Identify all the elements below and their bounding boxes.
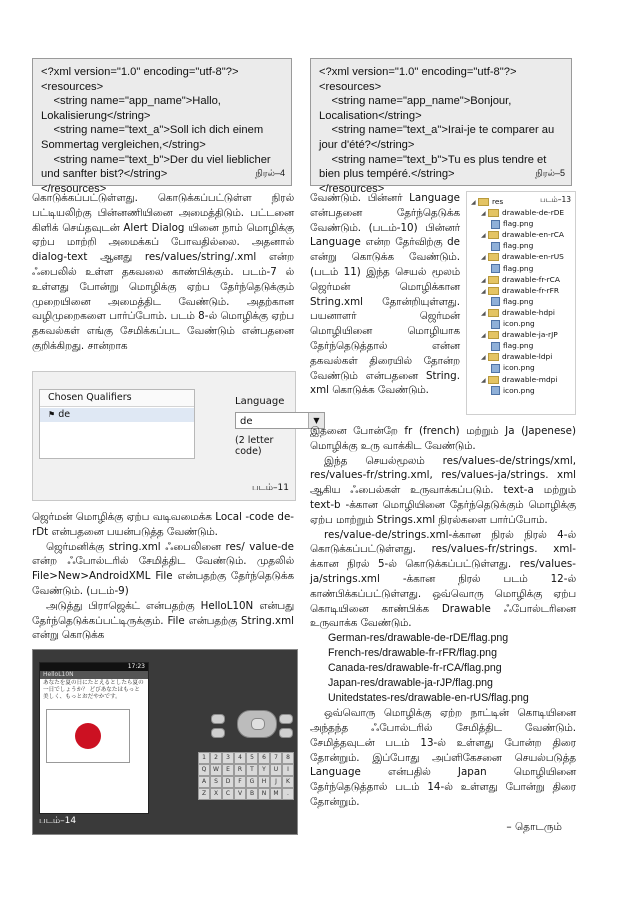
tree-item-label: icon.png [503,319,535,329]
tree-item-label: drawable-fr-rCA [502,274,560,284]
tree-folder-item[interactable] [467,351,575,362]
dpad-center[interactable] [251,718,265,730]
tree-folder-item[interactable] [467,207,575,218]
keyboard-key[interactable]: 7 [270,752,282,764]
emulator-button[interactable] [279,714,293,724]
body-text: இந்த செயல்மூலம் res/values-de/strings/xml, res/values-fr/string.xml, res/values-ja/strings. xml ஆகிய ஃபைல்கள் உருவாக்கப்படும். text-a மற்றும் text-b -க்கான மொழியினை தேர்ந்தெடுக்கும் மொழிக்கு ஏற்ப மாற்றும் Strings.xml நிரல்களை பார்ப்போம். [310,454,576,526]
folder-icon [488,209,499,217]
keyboard-key[interactable]: B [246,788,258,800]
body-text: ஜெர்மனிக்கு string.xml ஃபைலினை res/ value-de என்ற ஃபோல்டரில் சேமித்திட வேண்டும். முதலில் File>New>AndroidXML File என்பதற்கு தேர்ந்தெடுக்க வேண்டும். (படம்-9) [32,540,294,597]
expand-arrow-icon[interactable]: ◢ [471,199,476,206]
tree-folder-item[interactable] [467,251,575,262]
keyboard-key[interactable]: 8 [282,752,294,764]
emulator-screen [39,662,149,814]
list-item: German-res/drawable-de-rDE/flag.png [328,632,509,645]
keyboard-key[interactable]: R [234,764,246,776]
folder-icon [488,231,499,239]
keyboard-key[interactable]: K [282,776,294,788]
list-item: Canada-res/drawable-fr-rCA/flag.png [328,662,502,675]
code-line: <string name="text_b">Der du viel lieblicher und sanfter bist?</string> [41,153,274,181]
keyboard-key[interactable]: 5 [246,752,258,764]
tree-folder-item[interactable] [467,329,575,340]
code-caption: நிரல்–4 [255,168,285,179]
image-file-icon [491,242,500,251]
keyboard-key[interactable]: Y [258,764,270,776]
japanese-text: あなたを夏の日にたとえるとしたら夏の一日でしょうか？ どびあなたはもっと美しく、もっとおだやかです。 [43,680,144,701]
drawable-list [310,631,576,706]
keyboard-key[interactable]: H [258,776,270,788]
folder-icon [488,309,499,317]
keyboard-key[interactable]: C [222,788,234,800]
image-file-icon [491,342,500,351]
keyboard-key[interactable]: I [282,764,294,776]
tree-file-item[interactable] [467,263,575,274]
image-file-icon [491,264,500,273]
figure-14-emulator [32,649,298,835]
expand-arrow-icon[interactable]: ◢ [481,287,486,295]
image-file-icon [491,364,500,373]
folder-icon [488,253,499,261]
emulator-button[interactable] [211,728,225,738]
left-paragraph-1 [32,191,294,354]
tree-file-item[interactable] [467,240,575,251]
expand-arrow-icon[interactable]: ◢ [481,210,486,218]
japan-flag-image [46,709,130,763]
body-text: அடுத்து பிராஜெக்ட் என்பதற்கு HelloL10N என்பது தேர்ந்தெடுக்கப்பட்டிருக்கும். File என்பதற்கு String.xml என்று கொடுக்க [32,599,294,642]
figure-caption: படம்–11 [251,483,289,493]
tree-item-label: flag.png [503,263,534,273]
keyboard-key[interactable]: Q [198,764,210,776]
folder-icon [488,331,499,339]
tree-folder-item[interactable] [467,229,575,240]
list-item: Unitedstates-res/drawable-en-rUS/flag.png [328,692,529,705]
expand-arrow-icon[interactable]: ◢ [481,276,486,284]
list-item: French-res/drawable-fr-rFR/flag.png [328,647,497,660]
keyboard-key[interactable]: T [246,764,258,776]
code-line: <string name="app_name">Hallo, Lokalisierung</string> [41,95,225,122]
tree-item-label: drawable-mdpi [502,374,558,384]
tree-item-label: flag.png [503,341,534,351]
body-text: res/value-de/strings.xml-க்கான நிரல் நிரல் 4-ல் கொடுக்கப்பட்டுள்ளது. res/values-fr/strings. xml-க்கான நிரல் 5-ல் கொடுக்கப்பட்டுள்ளது. res/values-ja/strings.xml -க்கான நிரல் படம் 12-ல் காண்பிக்கப்பட்டுள்ளது. ஒவ்வொரு மொழிக்கு ஏற்ப கொடியினை காண்பிக்க Drawable ஃபோல்டரினை உருவாக்க வேண்டும். [310,528,576,630]
keyboard-key[interactable]: A [198,776,210,788]
tree-item-label: drawable-ldpi [502,352,553,362]
code-line: <resources> [41,80,104,93]
tree-item-label: drawable-hdpi [502,307,555,317]
code-line: <string name="text_b">Tu es plus tendre et bien plus tempéré.</string> [319,153,550,181]
folder-icon [488,376,499,384]
body-text: கொடுக்கப்பட்டுள்ளது. கொடுக்கப்பட்டுள்ள நிரல் பட்டியலிற்கு பின்னணியினை அமைத்திடும். பட்டனை கிளிக் செய்தவுடன் Alert Dialog யினை நாம் மொழிக்கு ஏற்ப மாற்றி அமைக்கப் போவதில்லை. அதனால் dialog-text ஆனது res/values/string/.xml என்ற ஃபைலில் உள்ள தகவலை காண்பிக்கும். படம்-7 ல் உள்ளது போன்று மொழிக்கு ஏற்ப தேர்ந்தெடுக்கும் முறையினை அமைத்திட வேண்டும். அதற்கான வழிமுறைகளை பார்ப்போம். படம் 8-ல் மொழிக்கு ஏற்ப தகவல்கள் எங்கு சேமிக்கப்பட வேண்டும் என்பதனை குறிக்கிறது. சான்றாக [32,192,294,352]
list-item: Japan-res/drawable-ja-rJP/flag.png [328,677,493,690]
right-paragraph-full [310,424,576,835]
image-file-icon [491,320,500,329]
folder-icon [488,353,499,361]
tree-item-label: drawable-en-rUS [502,252,564,262]
code-block-german [32,58,292,195]
code-block-french [310,58,572,195]
figure-11-qualifier-dialog [32,371,320,501]
figure-caption: படம்–14 [39,816,77,826]
status-bar [40,663,148,671]
keyboard-key[interactable]: 3 [222,752,234,764]
body-text: இதனை போன்றே fr (french) மற்றும் Ja (Japenese) மொழிக்கு உரு வாக்கிட வேண்டும். [310,425,576,452]
code-line: <?xml version="1.0" encoding="utf-8"?> [41,66,239,78]
folder-icon [478,198,489,206]
figure-13-res-tree [466,191,576,415]
code-line: <?xml version="1.0" encoding="utf-8"?> [319,66,517,78]
chosen-qualifiers-table [39,389,195,459]
tree-item-label: flag.png [503,241,534,251]
folder-icon [488,287,499,295]
keyboard-key[interactable]: J [270,776,282,788]
keyboard-key[interactable]: S [210,776,222,788]
expand-arrow-icon[interactable]: ◢ [481,354,486,362]
expand-arrow-icon[interactable]: ◢ [481,309,486,317]
expand-arrow-icon[interactable]: ◢ [481,254,486,262]
image-file-icon [491,220,500,229]
table-header: Chosen Qualifiers [40,390,194,407]
continued-label: – தொடரும் [506,820,562,833]
code-line: <string name="app_name">Bonjour, Localisation</string> [319,95,515,122]
tree-item-label: icon.png [503,363,535,373]
code-line: </resources> [319,182,385,195]
keyboard-key[interactable]: N [258,788,270,800]
keyboard-key[interactable]: F [234,776,246,788]
body-text: ஒவ்வொரு மொழிக்கு ஏற்ற நாட்டின் கொடியினை அந்தந்த ஃபோல்டரில் சேமித்திட வேண்டும். சேமித்தவுடன் படம் 13-ல் உள்ளது போன்ற திரை தோன்றும். இப்போது அப்ளிகேசனை செயல்படுத்த Language என்பதில் Japan மொழியினை தேர்ந்தெடுத்தால் படம் 14-ல் உள்ளது போன்று திரை தோன்றும். [310,707,576,808]
language-label: Language [235,396,285,407]
language-hint: (2 letter code) [235,435,274,457]
figure-caption: படம்–13 [540,195,571,204]
keyboard-key[interactable]: E [222,764,234,776]
keyboard-key[interactable]: M [270,788,282,800]
keyboard-key[interactable]: D [222,776,234,788]
emulator-button[interactable] [279,728,293,738]
tree-item-label: flag.png [503,296,534,306]
body-text: ஜெர்மன் மொழிக்கு ஏற்ப வடிவமைக்க Local -code de-rDt என்பதனை பயன்படுத்த வேண்டும். [32,511,294,538]
expand-arrow-icon[interactable]: ◢ [481,232,486,240]
keyboard-key[interactable]: X [210,788,222,800]
tree-item-label: drawable-de-rDE [502,208,565,218]
emulator-button[interactable] [211,714,225,724]
flag-sun [75,723,101,749]
language-value: de [240,416,253,427]
qualifier-icon: ⚑ [48,410,56,419]
emulator-keyboard [198,752,298,810]
keyboard-key[interactable]: 1 [198,752,210,764]
code-line: <string name="text_a">Soll ich dich einem Sommertag vergleichen,</string> [41,124,267,151]
image-file-icon [491,297,500,306]
keyboard-key[interactable]: . [282,788,294,800]
qualifier-row[interactable] [40,408,194,422]
tree-folder-item[interactable] [467,274,575,285]
code-line: <resources> [319,80,382,93]
tree-file-item[interactable] [467,318,575,329]
tree-folder-item[interactable] [467,285,575,296]
tree-file-item[interactable] [467,218,575,229]
tree-item-label: drawable-ja-rJP [502,330,558,340]
left-paragraph-2 [32,510,294,643]
tree-folder-item[interactable] [467,307,575,318]
code-line: <string name="text_a">Irai-je te comparer au jour d'été?</string> [319,124,558,151]
tree-folder-item[interactable] [467,374,575,385]
tree-item-label: drawable-en-rCA [502,230,564,240]
tree-item-label: icon.png [503,385,535,395]
body-text: வேண்டும். பின்னர் Language என்பதனை தேர்ந்தெடுக்க வேண்டும். (படம்-10) பின்னர் Language என்ற தேர்விற்கு de என்று கொடுக்க வேண்டும். (படம் 11) இந்த செயல் மூலம் ஜெர்மன் மொழிக்கான String.xml தோன்றியுள்ளது. பயனாளர் ஜெர்மன் மொழியினை மொழியாக தேர்ந்தெடுத்தால் என்ன தகவல்கள் திரையில் தோன்ற வேண்டும் என்பதனை String. xml கொடுக்க வேண்டும். [310,192,460,397]
qualifier-label: de [58,409,71,420]
tree-file-item[interactable] [467,385,575,396]
keyboard-key[interactable]: 2 [210,752,222,764]
image-file-icon [491,386,500,395]
keyboard-key[interactable]: Z [198,788,210,800]
tree-file-item[interactable] [467,362,575,373]
emulator-dpad[interactable] [237,710,277,738]
keyboard-key[interactable]: 6 [258,752,270,764]
chevron-down-icon[interactable]: ▼ [308,413,324,428]
tree-item-label: drawable-fr-rFR [502,285,560,295]
keyboard-key[interactable]: G [246,776,258,788]
expand-arrow-icon[interactable]: ◢ [481,376,486,384]
status-time: 17:23 [127,663,145,670]
code-caption: நிரல்–5 [535,168,565,179]
app-title-bar: HelloL10N [40,671,148,679]
keyboard-key[interactable]: W [210,764,222,776]
expand-arrow-icon[interactable]: ◢ [481,332,486,340]
tree-file-item[interactable] [467,296,575,307]
tree-item-label: res [492,197,504,206]
right-narrow-paragraph [310,191,460,398]
keyboard-key[interactable]: V [234,788,246,800]
keyboard-key[interactable]: U [270,764,282,776]
folder-icon [488,276,499,284]
tree-list [467,196,575,396]
keyboard-key[interactable]: 4 [234,752,246,764]
code-line: </resources> [41,182,107,195]
tree-file-item[interactable] [467,340,575,351]
tree-item-label: flag.png [503,219,534,229]
